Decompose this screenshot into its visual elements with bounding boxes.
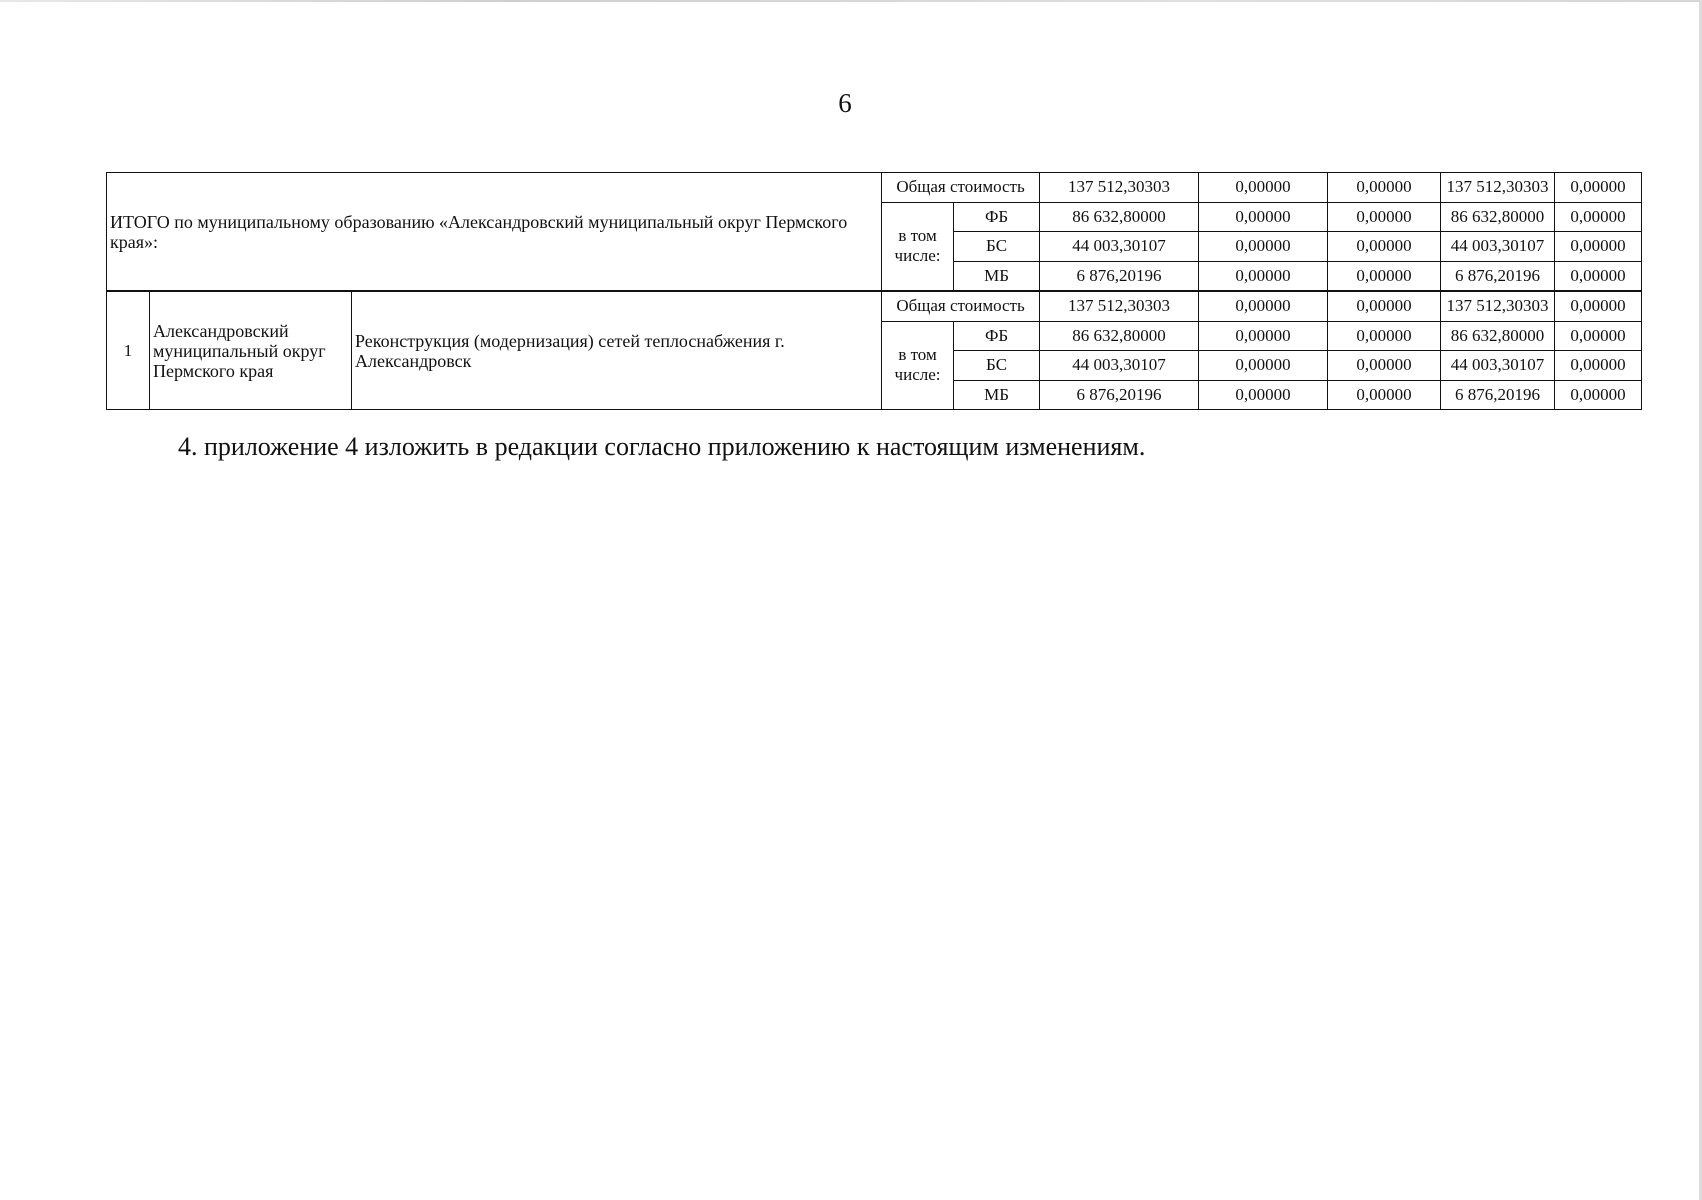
value-cell: 0,00000 xyxy=(1555,321,1642,351)
value-cell: 0,00000 xyxy=(1199,351,1328,381)
value-cell: 0,00000 xyxy=(1199,173,1328,203)
value-cell: 6 876,20196 xyxy=(1441,380,1555,410)
source-label: МБ xyxy=(954,261,1040,291)
page-number: 6 xyxy=(838,88,852,118)
value-cell: 0,00000 xyxy=(1328,202,1441,232)
value-cell: 86 632,80000 xyxy=(1441,202,1555,232)
object-cell: Реконструкция (модернизация) сетей теплоснабжения г. Александровск xyxy=(352,291,882,410)
value-cell: 0,00000 xyxy=(1199,202,1328,232)
value-cell: 0,00000 xyxy=(1555,173,1642,203)
source-label: ФБ xyxy=(954,202,1040,232)
including-label: в том числе: xyxy=(882,202,954,291)
amendment-paragraph: 4. приложение 4 изложить в редакции согласно приложению к настоящим изменениям. xyxy=(178,432,1146,461)
value-cell: 44 003,30107 xyxy=(1040,351,1199,381)
value-cell: 0,00000 xyxy=(1555,261,1642,291)
value-cell: 137 512,30303 xyxy=(1040,173,1199,203)
value-cell: 137 512,30303 xyxy=(1441,173,1555,203)
municipality-cell: Александровский муниципальный округ Пермского края xyxy=(150,291,352,410)
value-cell: 0,00000 xyxy=(1328,321,1441,351)
value-cell: 6 876,20196 xyxy=(1040,380,1199,410)
total-label: ИТОГО по муниципальному образованию «Александровский муниципальный округ Пермского края»: xyxy=(107,173,882,292)
value-cell: 44 003,30107 xyxy=(1441,351,1555,381)
value-cell: 86 632,80000 xyxy=(1040,321,1199,351)
value-cell: 0,00000 xyxy=(1328,351,1441,381)
value-cell: 86 632,80000 xyxy=(1441,321,1555,351)
value-cell: 6 876,20196 xyxy=(1040,261,1199,291)
value-cell: 0,00000 xyxy=(1199,291,1328,321)
value-cell: 0,00000 xyxy=(1555,380,1642,410)
source-label: МБ xyxy=(954,380,1040,410)
value-cell: 0,00000 xyxy=(1328,173,1441,203)
value-cell: 0,00000 xyxy=(1328,380,1441,410)
value-cell: 137 512,30303 xyxy=(1040,291,1199,321)
row-number: 1 xyxy=(107,291,150,410)
item-row-cost xyxy=(107,291,1642,321)
value-cell: 0,00000 xyxy=(1199,380,1328,410)
value-cell: 0,00000 xyxy=(1555,202,1642,232)
value-cell: 86 632,80000 xyxy=(1040,202,1199,232)
value-cell: 0,00000 xyxy=(1328,291,1441,321)
value-cell: 0,00000 xyxy=(1328,232,1441,262)
source-label: ФБ xyxy=(954,321,1040,351)
value-cell: 0,00000 xyxy=(1555,232,1642,262)
source-label: БС xyxy=(954,351,1040,381)
value-cell: 0,00000 xyxy=(1199,321,1328,351)
budget-table xyxy=(106,172,1642,410)
value-cell: 0,00000 xyxy=(1555,351,1642,381)
value-cell: 0,00000 xyxy=(1199,232,1328,262)
total-row-cost xyxy=(107,173,1642,203)
scan-edge xyxy=(0,0,1702,2)
value-cell: 0,00000 xyxy=(1199,261,1328,291)
value-cell: 6 876,20196 xyxy=(1441,261,1555,291)
value-cell: 44 003,30107 xyxy=(1040,232,1199,262)
source-label: БС xyxy=(954,232,1040,262)
total-cost-label: Общая стоимость xyxy=(882,173,1040,203)
value-cell: 44 003,30107 xyxy=(1441,232,1555,262)
total-cost-label: Общая стоимость xyxy=(882,291,1040,321)
including-label: в том числе: xyxy=(882,321,954,410)
value-cell: 137 512,30303 xyxy=(1441,291,1555,321)
value-cell: 0,00000 xyxy=(1328,261,1441,291)
value-cell: 0,00000 xyxy=(1555,291,1642,321)
